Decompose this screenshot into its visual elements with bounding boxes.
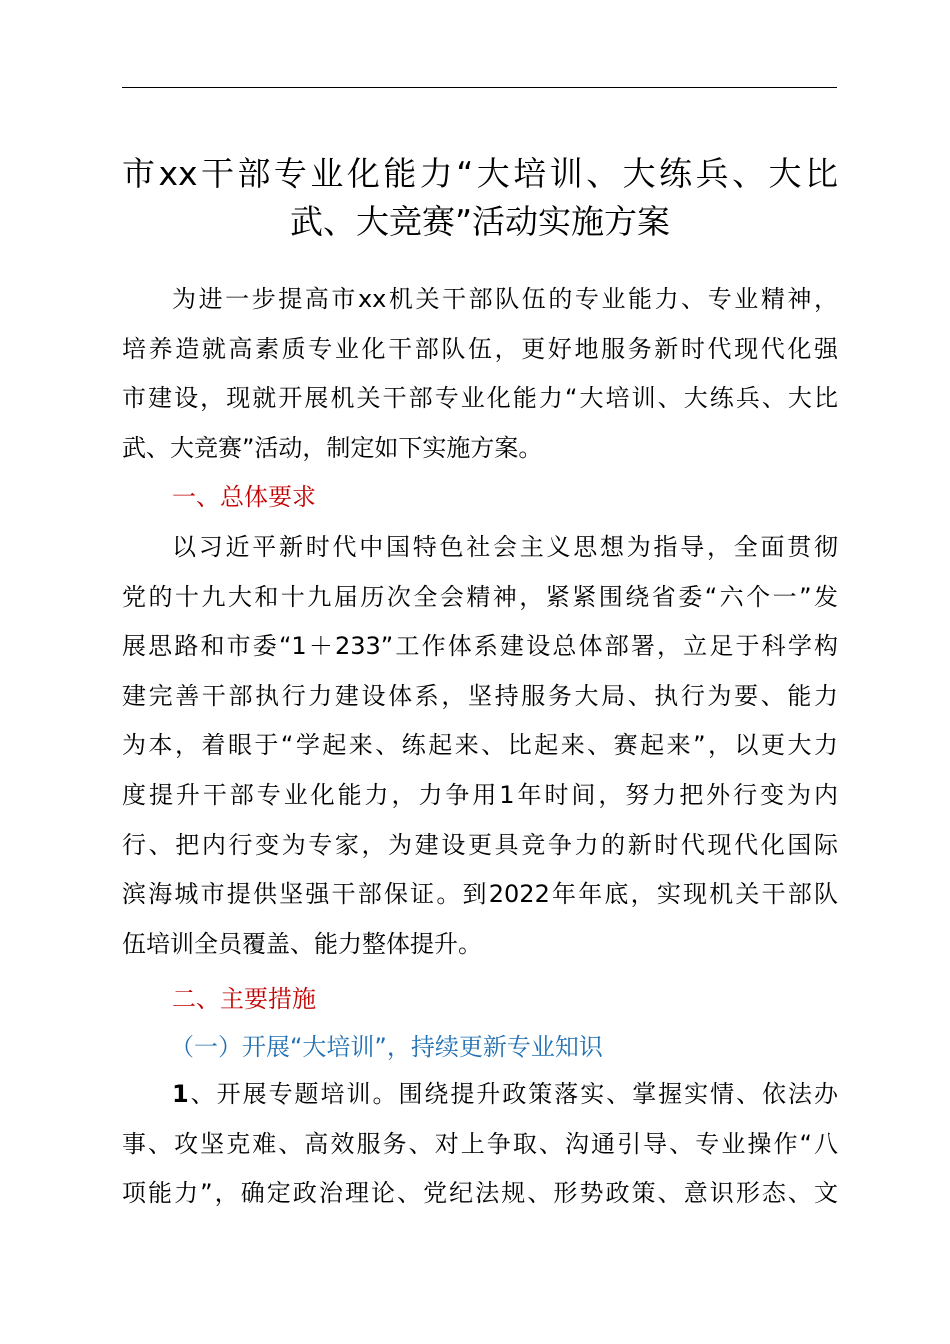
paragraph-line: 伍培训全员覆盖、能力整体提升。 bbox=[122, 929, 482, 958]
paragraph-line: 建完善干部执行力建设体系，坚持服务大局、执行为要、能力 bbox=[122, 681, 838, 710]
document-title bbox=[122, 150, 838, 246]
general-requirements-paragraph bbox=[122, 523, 838, 969]
paragraph-line: 项能力”，确定政治理论、党纪法规、形势政策、意识形态、文 bbox=[122, 1179, 838, 1208]
paragraph-line: 市建设，现就开展机关干部专业化能力“大培训、大练兵、大比 bbox=[122, 384, 838, 413]
item-number: 1 bbox=[172, 1079, 189, 1108]
paragraph-line bbox=[122, 1070, 838, 1120]
paragraph-line: 培养造就高素质专业化干部队伍，更好地服务新时代现代化强 bbox=[122, 334, 838, 363]
title-line-1: 市xx干部专业化能力“大培训、大练兵、大比 bbox=[122, 154, 838, 193]
paragraph-line: 滨海城市提供坚强干部保证。到2022年年底，实现机关干部队 bbox=[122, 880, 838, 909]
header-rule bbox=[122, 87, 837, 88]
paragraph-line: 武、大竞赛”活动，制定如下实施方案。 bbox=[122, 433, 543, 462]
paragraph-line: 以习近平新时代中国特色社会主义思想为指导，全面贯彻 bbox=[172, 532, 838, 561]
section-heading-main-measures: 二、主要措施 bbox=[172, 985, 316, 1014]
paragraph-line: 展思路和市委“1＋233”工作体系建设总体部署，立足于科学构 bbox=[122, 632, 838, 661]
intro-paragraph bbox=[122, 275, 838, 473]
item-special-training bbox=[122, 1070, 838, 1219]
paragraph-line: 为进一步提高市xx机关干部队伍的专业能力、专业精神， bbox=[172, 285, 838, 313]
document-body bbox=[122, 275, 838, 1219]
paragraph-line: 为本，着眼于“学起来、练起来、比起来、赛起来”，以更大力 bbox=[122, 731, 838, 760]
paragraph-line: 事、攻坚克难、高效服务、对上争取、沟通引导、专业操作“八 bbox=[122, 1129, 838, 1158]
paragraph-line: 行、把内行变为专家，为建设更具竞争力的新时代现代化国际 bbox=[122, 830, 838, 859]
item-text: 、开展专题培训。围绕提升政策落实、掌握实情、依法办 bbox=[188, 1079, 838, 1108]
section-heading-general-requirements: 一、总体要求 bbox=[172, 483, 316, 512]
title-line-2: 武、大竞赛”活动实施方案 bbox=[289, 202, 671, 241]
paragraph-line: 党的十九大和十九届历次全会精神，紧紧围绕省委“六个一”发 bbox=[122, 582, 838, 611]
paragraph-line: 度提升干部专业化能力，力争用1年时间，努力把外行变为内 bbox=[122, 780, 838, 809]
subsection-heading-training: （一）开展“大培训”，持续更新专业知识 bbox=[170, 1032, 603, 1061]
